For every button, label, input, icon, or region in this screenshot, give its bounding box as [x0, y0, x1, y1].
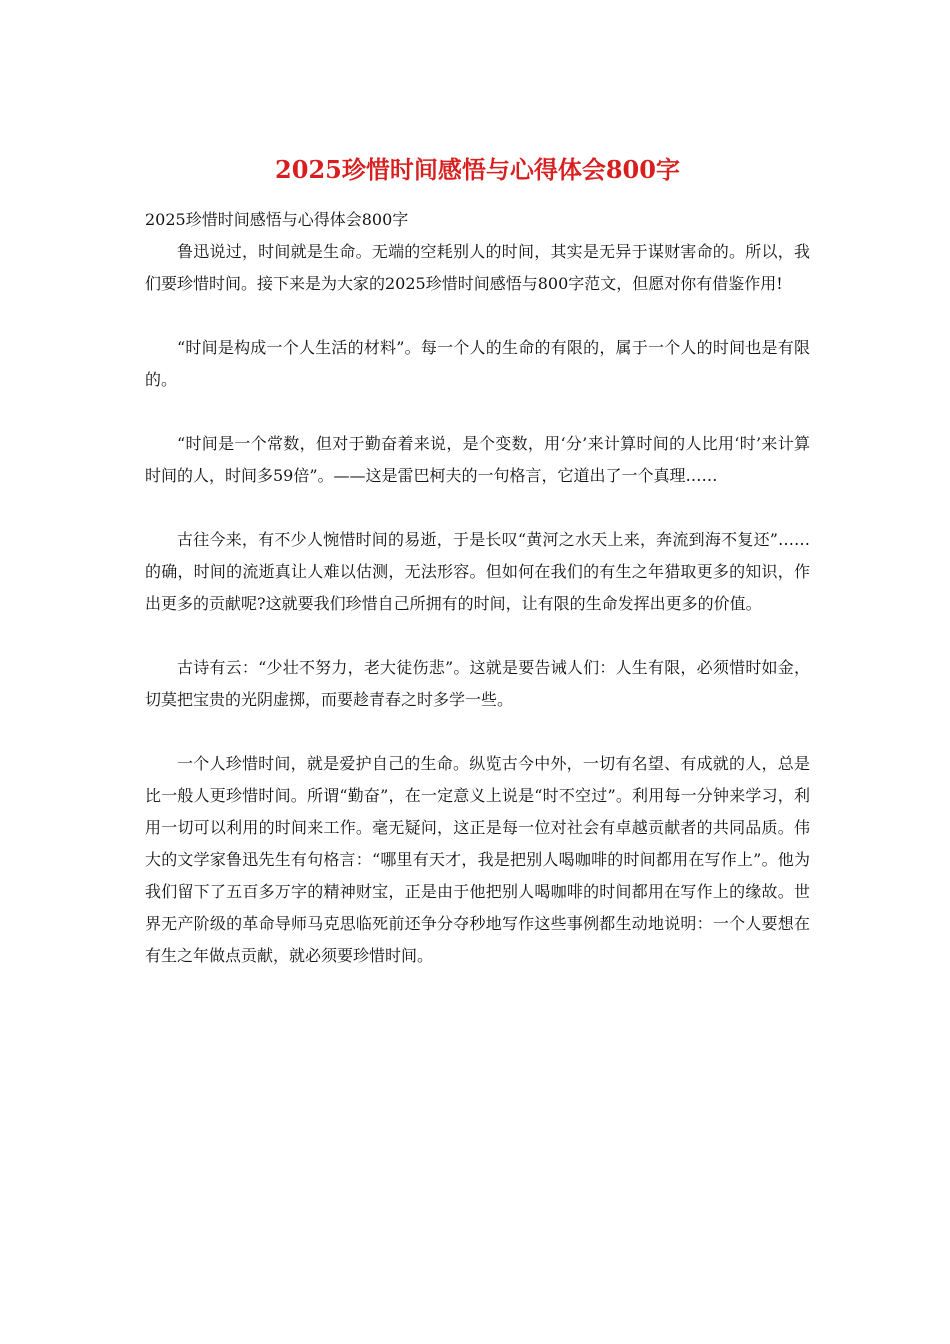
- paragraph-6: 一个人珍惜时间，就是爱护自己的生命。纵览古今中外，一切有名望、有成就的人，总是比一般人更珍惜时间。所谓“勤奋”，在一定意义上说是“时不空过”。利用每一分钟来学习，利用一切可以利用的时间来工作。毫无疑问，这正是每一位对社会有卓越贡献者的共同品质。伟大的文学家鲁迅先生有句格言：“哪里有天才，我是把别人喝咖啡的时间都用在写作上”。他为我们留下了五百多万字的精神财宝，正是由于他把别人喝咖啡的时间都用在写作上的缘故。世界无产阶级的革命导师马克思临死前还争分夺秒地写作这些事例都生动地说明：一个人要想在有生之年做点贡献，就必须要珍惜时间。: [145, 754, 810, 965]
- paragraph-2: “时间是构成一个人生活的材料”。每一个人的生命的有限的，属于一个人的时间也是有限的。: [145, 338, 810, 389]
- document-body: [145, 150, 810, 1004]
- paragraph-4: 古往今来，有不少人惋惜时间的易逝，于是长叹“黄河之水天上来，奔流到海不复还”……的确，时间的流逝真让人难以估测，无法形容。但如何在我们的有生之年猎取更多的知识，作出更多的贡献呢?这就要我们珍惜自己所拥有的时间，让有限的生命发挥出更多的价值。: [145, 530, 810, 613]
- paragraph-intro: 鲁迅说过，时间就是生命。无端的空耗别人的时间，其实是无异于谋财害命的。所以，我们要珍惜时间。接下来是为大家的2025珍惜时间感悟与800字范文，但愿对你有借鉴作用!: [145, 242, 810, 293]
- document-title: 2025珍惜时间感悟与心得体会800字: [275, 155, 680, 184]
- document-subtitle: 2025珍惜时间感悟与心得体会800字: [145, 210, 409, 229]
- paragraph-3: “时间是一个常数，但对于勤奋着来说，是个变数，用‘分’来计算时间的人比用‘时’来计算时间的人，时间多59倍”。——这是雷巴柯夫的一句格言，它道出了一个真理……: [145, 434, 810, 485]
- paragraph-5: 古诗有云：“少壮不努力，老大徒伤悲”。这就是要告诫人们：人生有限，必须惜时如金，切莫把宝贵的光阴虚掷，而要趁青春之时多学一些。: [145, 658, 810, 709]
